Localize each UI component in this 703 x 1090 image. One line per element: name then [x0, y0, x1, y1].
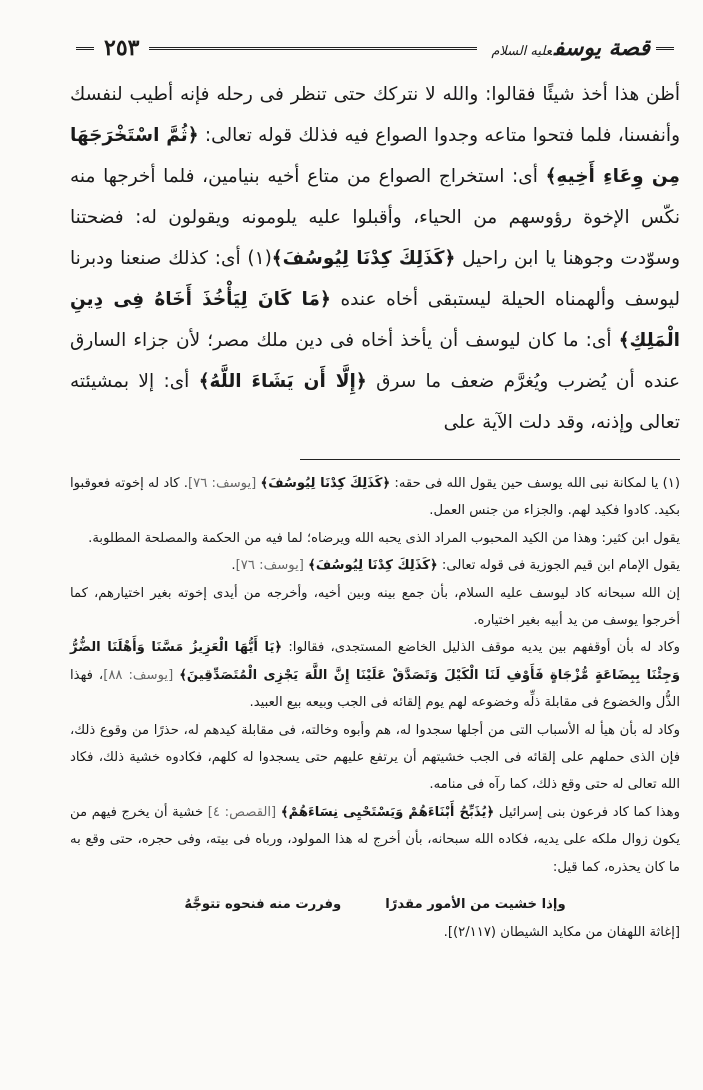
page-number: ٢٥٣	[104, 35, 140, 61]
text-run: خشية أن يخرج فيهم من يكون زوال ملكه على يديه، فكاده الله سبحانه، بأن أخرج له هذا المولود، ورباه فى بيته، وفى حجره، حتى وقع به ما كان يحذره، كما قيل:	[70, 804, 680, 875]
source-citation: [إغاثة اللهفان من مكايد الشيطان (٢/١١٧)].	[443, 924, 680, 940]
footnote-paragraph	[70, 717, 680, 799]
quran-verse: ﴿مَا كَانَ لِيَأْخُذَ أَخَاهُ فِى دِينِ الْمَلِكِ﴾	[70, 289, 680, 351]
quran-verse: ﴿ثُمَّ اسْتَخْرَجَهَا مِن وِعَاءِ أَخِيهِ﴾	[70, 125, 681, 187]
text-run: . كاد له إخوته فعوقبوا بكيد. كادوا فكيد لهم. والجزاء من جنس العمل.	[70, 476, 680, 519]
quran-verse: ﴿كَذَلِكَ كِدْنَا لِيُوسُفَ﴾	[308, 558, 438, 574]
verse-reference: [يوسف: ٧٦]	[235, 558, 309, 574]
text-run: إن الله سبحانه كاد ليوسف عليه السلام، بأن جمع بينه وبين أخيه، وأخرجه من أيدى إخوته بغير اختيارهم، كما أخرجوا يوسف من يد أبيه بغير اختياره.	[70, 585, 680, 629]
text-run: أى: إلا بمشيئته تعالى وإذنه، وقد دلت الآية على	[70, 371, 680, 433]
text-run: يقول الإمام ابن قيم الجوزية فى قوله تعالى:	[437, 558, 680, 574]
quran-verse: ﴿يُذَبِّحُ أَبْنَاءَهُمْ وَيَسْتَحْيِى نِسَاءَهُمْ﴾	[280, 804, 495, 820]
quran-verse: ﴿إِلَّا أَن يَشَاءَ اللَّهُ﴾	[198, 371, 367, 392]
poem-second-hemistich: وفررت منه فنحوه تتوجَّهُ	[184, 897, 342, 913]
header-rule-left	[76, 47, 94, 50]
verse-reference: [القصص: ٤]	[207, 804, 281, 820]
body-paragraph	[70, 74, 680, 443]
text-run: أى: ما كان ليوسف أن يأخذ أخاه فى دين ملك مصر؛ لأن جزاء السارق عنده أن يُضرب ويُغرَّم ضعف ما سرق	[70, 330, 680, 392]
main-text	[70, 74, 680, 443]
footnote-paragraph	[70, 470, 680, 525]
running-title: قصة يوسفعليه السلام	[491, 35, 650, 61]
running-header	[70, 28, 680, 68]
text-run: ، فهذا الذُّل والخضوع فى مقابلة ذلِّه وخضوعه لهم يوم إلقائه فى الجب وبيعه بيع العبيد.	[70, 667, 680, 711]
text-run: وكاد له بأن أوقفهم بين يديه موقف الذليل الخاضع المستجدى، فقالوا:	[282, 640, 680, 656]
poem-first-hemistich: وإذا خشيت من الأمور مقدرًا	[385, 897, 566, 913]
verse-reference: [يوسف: ٨٨]	[103, 667, 180, 683]
text-run: (١) يا لمكانة نبى الله يوسف حين يقول الله فى حقه:	[390, 476, 680, 491]
book-page	[70, 28, 680, 946]
text-run: أى: استخراج الصواع من متاع أخيه بنيامين، فلما أخرجها منه نكّس الإخوة رؤوسهم من الحياء، وأقبلوا عليه يلومونه ويقولون له: فضحتنا وسوّدت وجوهنا يا ابن راحيل	[70, 166, 681, 269]
text-run: وهذا كما كاد فرعون بنى إسرائيل	[494, 804, 680, 820]
footnote-paragraph	[70, 552, 680, 579]
quran-verse: ﴿كَذَلِكَ كِدْنَا لِيُوسُفَ﴾	[271, 248, 456, 269]
footnote-paragraph	[70, 634, 680, 716]
text-run: وكاد له بأن هيأ له الأسباب التى من أجلها سجدوا له، هم وأبوه وخالته، فى مقابلة كيدهم له، حذرًا من وقوع ذلك، فإن الذى حملهم على إلقائه فى الجب خشيتهم أن يرتفع عليهم حتى يسجدوا له كلهم، فكادوه خشية ذلك، فكاد الله تعالى له حتى وقع ذلك، كما رآه فى منامه.	[70, 722, 680, 793]
footnote-paragraph	[70, 525, 680, 552]
verse-reference: [يوسف: ٧٦]	[187, 476, 261, 491]
text-run: .	[231, 558, 236, 574]
footnotes	[70, 470, 680, 881]
footnote-divider	[300, 459, 680, 460]
quran-verse: ﴿يَا أَيُّهَا الْعَزِيزُ مَسَّنَا وَأَهْلَنَا الضُّرُّ وَجِئْنَا بِبِضَاعَةٍ مُّزْجَاةٍ فَأَوْفِ لَنَا الْكَيْلَ وَتَصَدَّقْ عَلَيْنَا إِنَّ اللَّهَ يَجْزِى الْمُتَصَدِّقِينَ﴾	[70, 640, 681, 683]
header-rule-right	[656, 47, 674, 50]
footnote-paragraph	[70, 799, 680, 881]
text-run: (١) أى: كذلك صنعنا ودبرنا ليوسف وألهمناه الحيلة ليستبقى أخاه عنده	[70, 248, 680, 310]
text-run: يقول ابن كثير: وهذا من الكيد المحبوب المراد الذى يحبه الله ويرضاه؛ لما فيه من الحكمة والمصلحة المطلوبة.	[88, 530, 680, 546]
footnote-paragraph	[70, 580, 680, 635]
header-rule-middle	[149, 47, 477, 50]
poem-verse	[70, 891, 680, 918]
quran-verse: ﴿كَذَلِكَ كِدْنَا لِيُوسُفَ﴾	[260, 476, 391, 491]
salutation-glyph: عليه السلام	[491, 44, 552, 59]
text-run: أظن هذا أخذ شيئًا فقالوا: والله لا نتركك حتى تنظر فى رحله فإنه أطيب لنفسك وأنفسنا، فلما فتحوا متاعه وجدوا الصواع فيه فذلك قوله تعالى:	[70, 84, 681, 146]
